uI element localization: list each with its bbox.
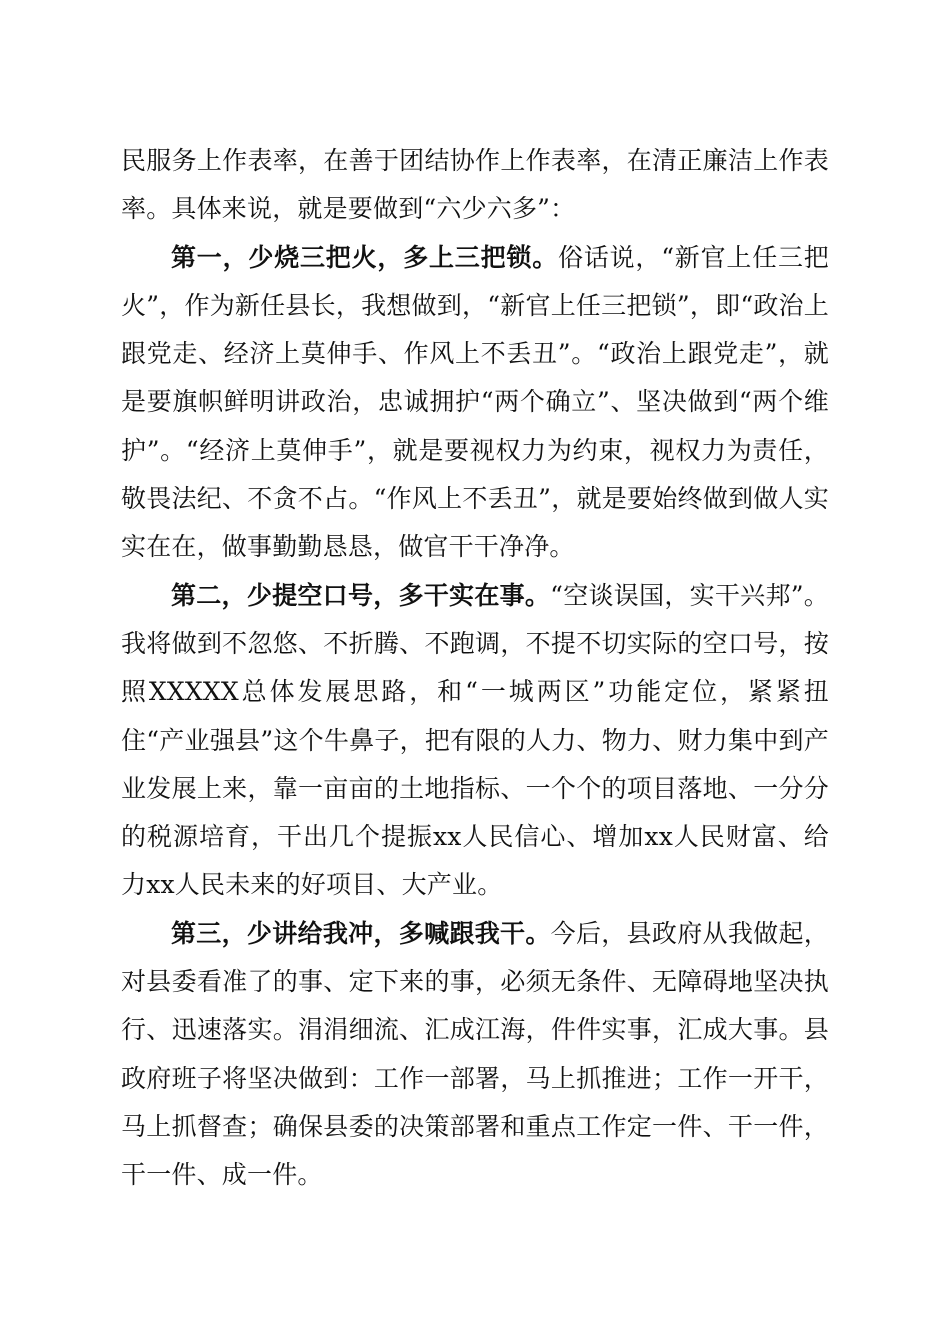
- paragraph-text: 今后，县政府从我做起，对县委看准了的事、定下来的事，必须无条件、无障碍地坚决执行、迅速落实。涓涓细流、汇成江海，件件实事，汇成大事。县政府班子将坚决做到：工作一部署，马上抓推进；工作一开干，马上抓督查；确保县委的决策部署和重点工作定一件、干一件，干一件、成一件。: [121, 918, 829, 1190]
- paragraph-third-point: [121, 910, 829, 1200]
- paragraph-continuation: [121, 137, 829, 234]
- paragraph-text: 民服务上作表率，在善于团结协作上作表率，在清正廉洁上作表率。具体来说，就是要做到“六少六多”：: [121, 146, 829, 224]
- paragraph-heading: 第三，少讲给我冲，多喊跟我干。: [171, 918, 551, 948]
- document-body: [121, 137, 829, 1200]
- paragraph-heading: 第一，少烧三把火，多上三把锁。: [171, 242, 559, 272]
- paragraph-heading: 第二，少提空口号，多干实在事。: [171, 580, 551, 610]
- paragraph-text: 俗话说，“新官上任三把火”，作为新任县长，我想做到，“新官上任三把锁”，即“政治上跟党走、经济上莫伸手、作风上不丢丑”。“政治上跟党走”，就是要旗帜鲜明讲政治，忠诚拥护“两个确立”、坚决做到“两个维护”。“经济上莫伸手”，就是要视权力为约束，视权力为责任，敬畏法纪、不贪不占。“作风上不丢丑”，就是要始终做到做人实实在在，做事勤勤恳恳，做官干干净净。: [121, 242, 829, 562]
- paragraph-first-point: [121, 234, 829, 572]
- paragraph-second-point: [121, 572, 829, 910]
- paragraph-text: “空谈误国，实干兴邦”。我将做到不忽悠、不折腾、不跑调，不提不切实际的空口号，按照XXXXX总体发展思路，和“一城两区”功能定位，紧紧扭住“产业强县”这个牛鼻子，把有限的人力、物力、财力集中到产业发展上来，靠一亩亩的土地指标、一个个的项目落地、一分分的税源培育，干出几个提振xx人民信心、增加xx人民财富、给力xx人民未来的好项目、大产业。: [121, 580, 829, 900]
